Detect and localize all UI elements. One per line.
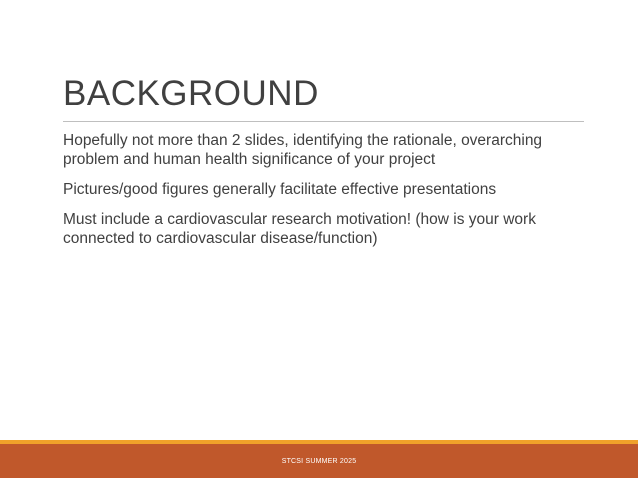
title-divider <box>63 121 584 122</box>
bullet-list <box>63 131 583 259</box>
bullet-figures: Pictures/good figures generally facilitate effective presentations <box>63 181 497 198</box>
bullet-rationale: Hopefully not more than 2 slides, identifying the rationale, overarching problem and human health significance of your project <box>63 132 543 168</box>
footer-text: STCSI SUMMER 2025 <box>281 458 357 465</box>
bullet-motivation: Must include a cardiovascular research motivation! (how is your work connected to cardiovascular disease/function) <box>63 211 536 247</box>
slide-title: BACKGROUND <box>63 74 319 113</box>
